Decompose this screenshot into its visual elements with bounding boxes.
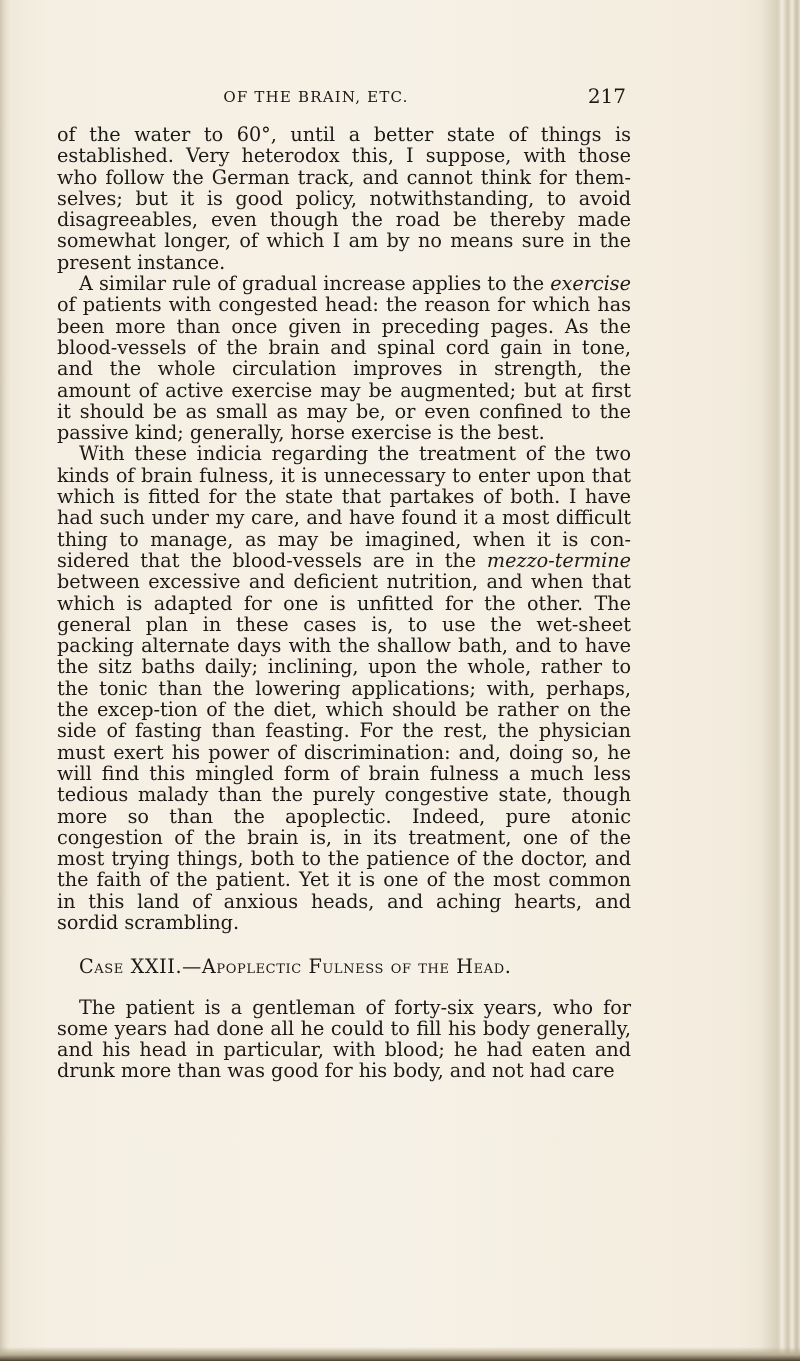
paragraph-exercise-text-1: A similar rule of gradual increase applies to the bbox=[79, 272, 551, 296]
page-number: 217 bbox=[587, 84, 626, 108]
page-stack-edge bbox=[760, 0, 800, 1361]
paragraph-exercise-text-2: of patients with congested head: the reason for which has been more than once given in preceding pages. As the blood-vessels of the brain and spinal cord gain in tone, and the whole circulation improves in strength, the amount of active exercise may be augmented; but at first it should be as small as may be, or even confined to the passive kind; generally, horse exercise is the best. bbox=[57, 293, 631, 445]
bottom-edge bbox=[0, 1347, 800, 1361]
paragraph-continued: of the water to 60°, until a better state of things is established. Very heterodox this, I suppose, with those who follow the German track, and cannot think for them-selves; but it is good policy, notwithstanding, to avoid disagreeables, even though the road be thereby made somewhat longer, of which I am by no means sure in the present instance. bbox=[57, 123, 631, 274]
running-title: OF THE BRAIN, ETC. bbox=[223, 88, 409, 106]
paragraph-indicia bbox=[57, 443, 631, 933]
running-head bbox=[106, 84, 626, 118]
binding-shadow bbox=[0, 0, 10, 1361]
paragraph-case: The patient is a gentleman of forty-six years, who for some years had done all he could to fill his body generally, and his head in particular, with blood; he had eaten and drunk more than was good for his body, and not had care bbox=[57, 995, 631, 1083]
emphasis-mezzo-termine: mezzo-termine bbox=[486, 548, 631, 572]
body-text bbox=[57, 124, 631, 1082]
paragraph-indicia-text-2: between excessive and deficient nutrition, and when that which is adapted for one is unfitted for the other. The general plan in these cases is, to use the wet-sheet packing alternate days with the shallow bath, and to have the sitz baths daily; inclining, upon the whole, rather to the tonic than the lowering applications; with, perhaps, the excep-tion of the diet, which should be rather on the side of fasting than feasting. For the rest, the physician must exert his power of discrimination: and, doing so, he will find this mingled form of brain fulness a much less tedious malady than the purely congestive state, though more so than the apoplectic. Indeed, pure atonic congestion of the brain is, in its treatment, one of the most trying things, both to the patience of the doctor, and the faith of the patient. Yet it is one of the most common in this land of anxious heads, and aching hearts, and sordid scrambling. bbox=[57, 570, 631, 934]
paragraph-exercise bbox=[57, 273, 631, 443]
paragraph-indicia-text-1: With these indicia regarding the treatment of the two kinds of brain fulness, it is unnecessary to enter upon that which is fitted for the state that partakes of both. I have had such under my care, and have found it a most difficult thing to manage, as may be imagined, when it is con-sidered that the blood-vessels are in the bbox=[57, 442, 631, 572]
case-heading: Case XXII.—Apoplectic Fulness of the Head. bbox=[79, 955, 512, 979]
emphasis-exercise: exercise bbox=[550, 272, 631, 296]
